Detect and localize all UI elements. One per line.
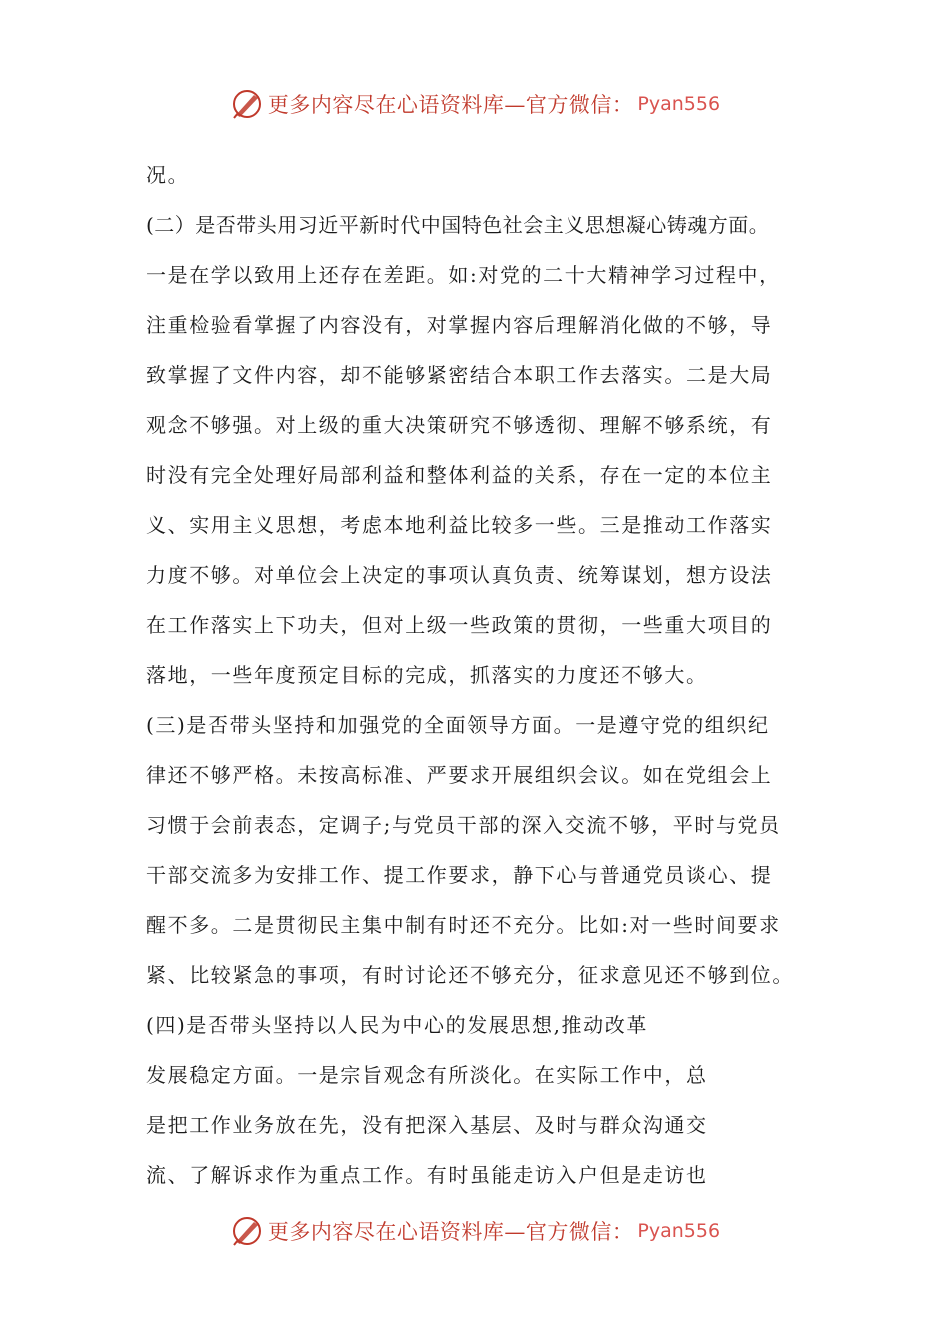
footer-text: 更多内容尽在心语资料库—官方微信：: [267, 1220, 634, 1244]
text-line: (三)是否带头坚持和加强党的全面领导方面。一是遵守党的组织纪: [146, 713, 770, 737]
text-line: 注重检验看掌握了内容没有，对掌握内容后理解消化做的不够，导: [146, 313, 773, 337]
text-line: (四)是否带头坚持以人民为中心的发展思想,推动改革: [146, 1013, 648, 1037]
text-line: 习惯于会前表态，定调子;与党员干部的深入交流不够，平时与党员: [146, 813, 781, 837]
pen-logo-icon: [230, 87, 264, 121]
document-body: [146, 150, 826, 1200]
text-line: 在工作落实上下功夫，但对上级一些政策的贯彻，一些重大项目的: [146, 613, 773, 637]
header-wechat-id: Pyan556: [637, 93, 721, 115]
text-line: 流、了解诉求作为重点工作。有时虽能走访入户但是走访也: [146, 1163, 708, 1187]
footer-wechat-id: Pyan556: [637, 1220, 721, 1242]
header-text: 更多内容尽在心语资料库—官方微信：: [267, 93, 634, 117]
text-line: 落地，一些年度预定目标的完成，抓落实的力度还不够大。: [146, 663, 708, 687]
pen-logo-icon: [230, 1214, 264, 1248]
text-line: 干部交流多为安排工作、提工作要求，静下心与普通党员谈心、提: [146, 863, 773, 887]
text-line: 发展稳定方面。一是宗旨观念有所淡化。在实际工作中，总: [146, 1063, 708, 1087]
text-line: 力度不够。对单位会上决定的事项认真负责、统筹谋划，想方设法: [146, 563, 773, 587]
text-line: 律还不够严格。未按高标准、严要求开展组织会议。如在党组会上: [146, 763, 773, 787]
text-line: 时没有完全处理好局部利益和整体利益的关系，存在一定的本位主: [146, 463, 773, 487]
text-line: 紧、比较紧急的事项，有时讨论还不够充分，征求意见还不够到位。: [146, 963, 794, 987]
text-line: 观念不够强。对上级的重大决策研究不够透彻、理解不够系统，有: [146, 413, 773, 437]
text-line: 义、实用主义思想，考虑本地利益比较多一些。三是推动工作落实: [146, 513, 773, 537]
text-line: 是把工作业务放在先，没有把深入基层、及时与群众沟通交: [146, 1113, 708, 1137]
text-line: (二）是否带头用习近平新时代中国特色社会主义思想凝心铸魂方面。: [146, 213, 770, 237]
text-line: 醒不多。二是贯彻民主集中制有时还不充分。比如:对一些时间要求: [146, 913, 781, 937]
header-banner: [0, 84, 950, 124]
footer-banner: [0, 1211, 950, 1251]
text-line: 一是在学以致用上还存在差距。如:对党的二十大精神学习过程中，: [146, 263, 781, 287]
text-line: 致掌握了文件内容，却不能够紧密结合本职工作去落实。二是大局: [146, 363, 773, 387]
text-line: 况。: [146, 163, 190, 187]
